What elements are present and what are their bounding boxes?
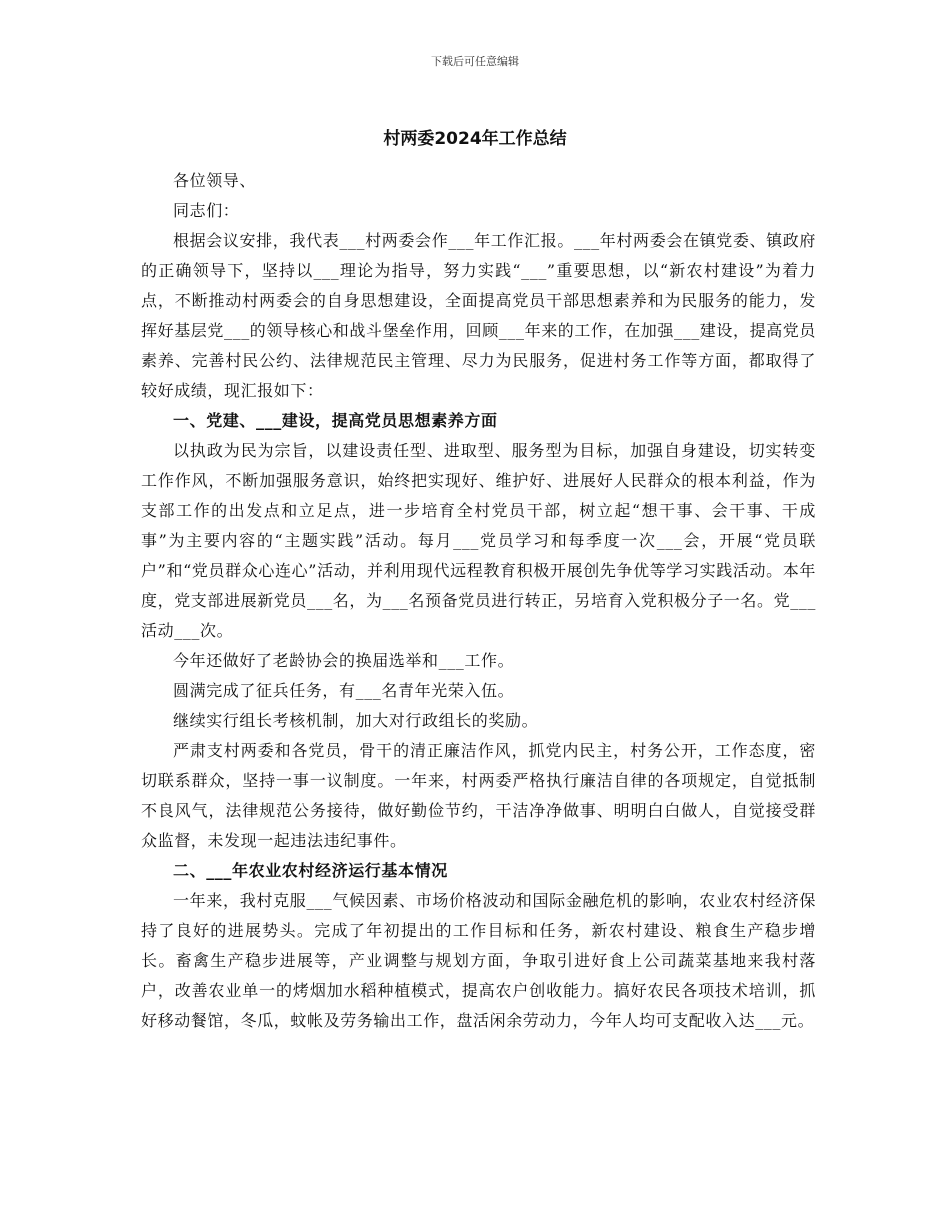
section1-paragraph: 今年还做好了老龄协会的换届选举和___工作。 <box>173 651 515 670</box>
section-heading-agriculture: 二、___年农业农村经济运行基本情况 <box>173 861 448 880</box>
document-title: 村两委2024年工作总结 <box>383 129 567 149</box>
intro-paragraph: 根据会议安排，我代表___村两委会作___年工作汇报。___年村两委会在镇党委、镇政府的正确领导下，坚持以___理论为指导，努力实践“___”重要思想，以“新农村建设”为着力点，不断推动村两委会的自身思想建设，全面提高党员干部思想素养和为民服务的能力，发挥好基层党___的领导核心和战斗堡垒作用，回顾___年来的工作，在加强___建设，提高党员素养、完善村民公约、法律规范民主管理、尽力为民服务，促进村务工作等方面，都取得了较好成绩，现汇报如下： <box>141 231 817 400</box>
section2-paragraph: 一年来，我村克服___气候因素、市场价格波动和国际金融危机的影响，农业农村经济保持了良好的进展势头。完成了年初提出的工作目标和任务，新农村建设、粮食生产稳步增长。畜禽生产稳步进展等，产业调整与规划方面，争取引进好食上公司蔬菜基地来我村落户，改善农业单一的烤烟加水稻种植模式，提高农户创收能力。搞好农民各项技术培训，抓好移动餐馆，冬瓜，蚊帐及劳务输出工作，盘活闲余劳动力，今年人均可支配收入达___元。 <box>141 891 816 1030</box>
section1-paragraph: 以执政为民为宗旨，以建设责任型、进取型、服务型为目标，加强自身建设，切实转变工作作风，不断加强服务意识，始终把实现好、维护好、进展好人民群众的根本利益，作为支部工作的出发点和立足点，进一步培育全村党员干部，树立起“想干事、会干事、干成事”为主要内容的“主题实践”活动。每月___党员学习和每季度一次___会，开展“党员联户”和“党员群众心连心”活动，并利用现代远程教育积极开展创先争优等学习实践活动。本年度，党支部进展新党员___名，为___名预备党员进行转正，另培育入党积极分子一名。党___活动___次。 <box>141 441 817 640</box>
page-header-note: 下载后可任意编辑 <box>431 55 519 68</box>
section-heading-party-building: 一、党建、___建设，提高党员思想素养方面 <box>173 411 498 430</box>
document-body <box>141 166 816 1036</box>
greeting-line: 各位领导、 <box>173 171 257 190</box>
section1-paragraph: 严肃支村两委和各党员，骨干的清正廉洁作风，抓党内民主，村务公开，工作态度，密切联系群众，坚持一事一议制度。一年来，村两委严格执行廉洁自律的各项规定，自觉抵制不良风气，法律规范公务接待，做好勤俭节约，干洁净净做事、明明白白做人，自觉接受群众监督，未发现一起违法违纪事件。 <box>141 741 816 850</box>
section1-paragraph: 继续实行组长考核机制，加大对行政组长的奖励。 <box>173 711 539 730</box>
greeting-line: 同志们： <box>173 201 240 220</box>
section1-paragraph: 圆满完成了征兵任务，有___名青年光荣入伍。 <box>173 681 515 700</box>
